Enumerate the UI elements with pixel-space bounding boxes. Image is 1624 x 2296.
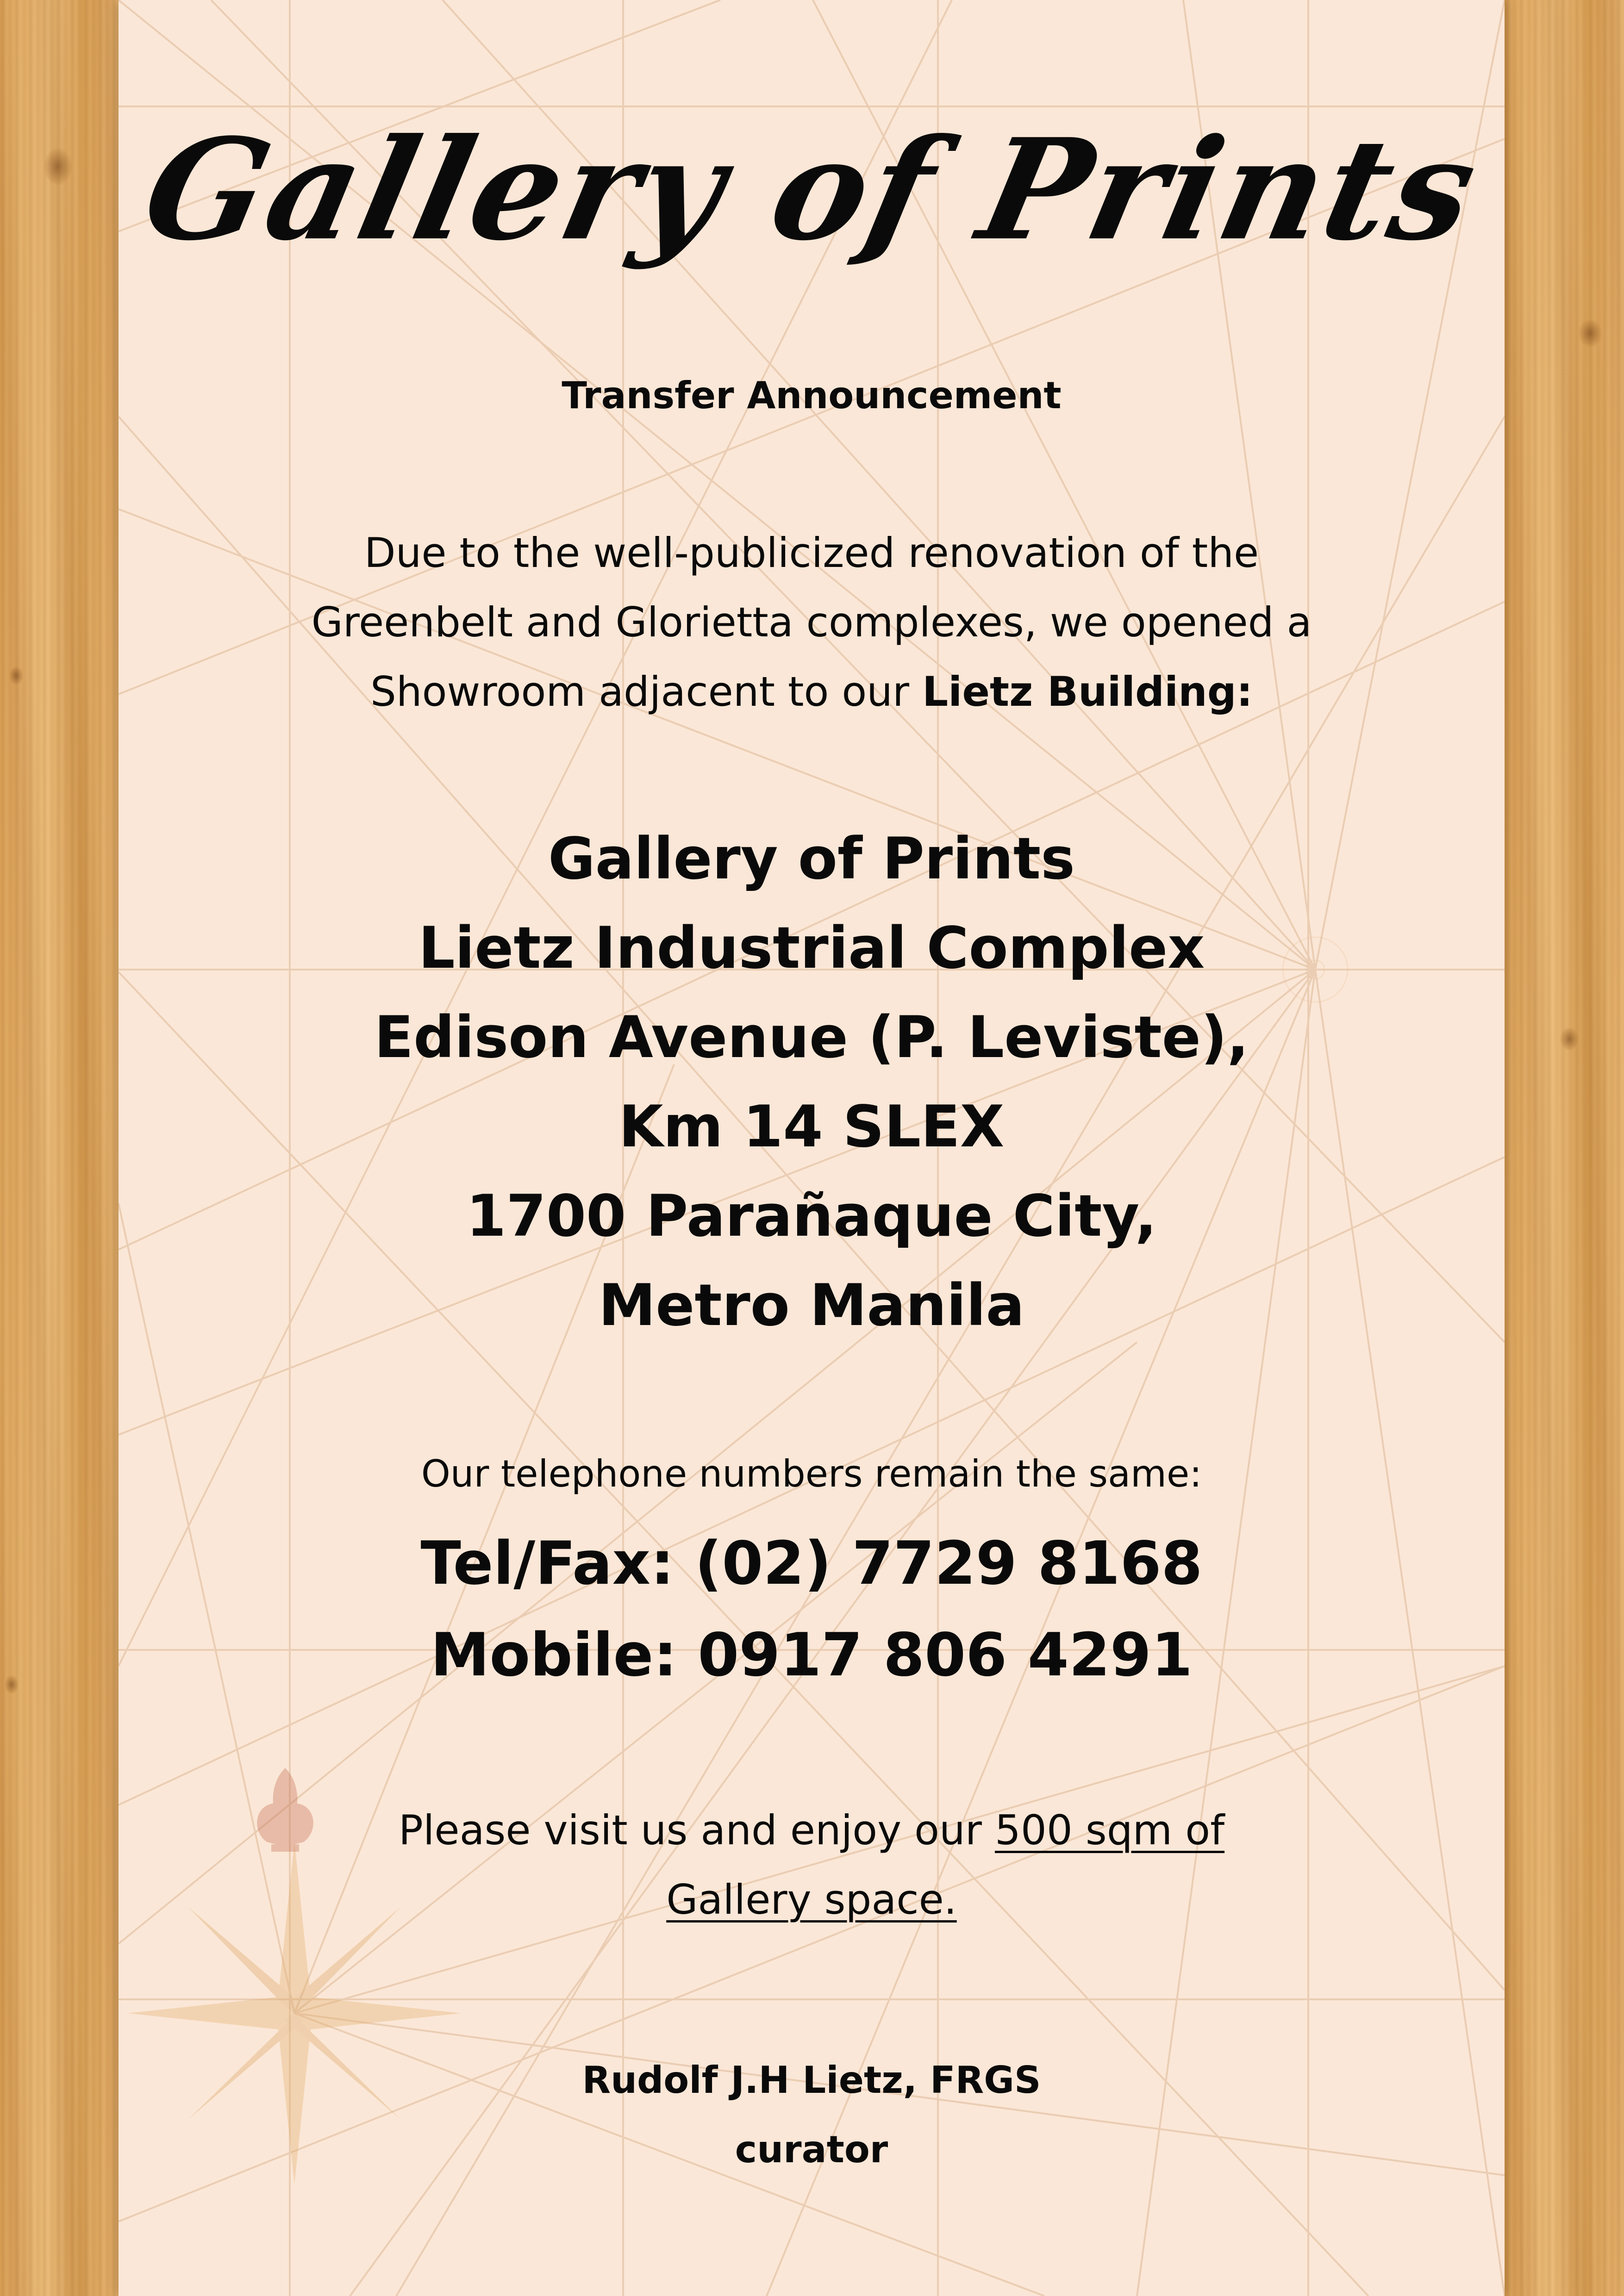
mobile-number: Mobile: 0917 806 4291 bbox=[430, 1621, 1193, 1690]
wood-knot bbox=[5, 1675, 19, 1694]
visit-line bbox=[304, 1865, 1319, 1935]
wood-knot bbox=[44, 148, 72, 185]
address-line: Edison Avenue (P. Leviste), bbox=[374, 1004, 1249, 1071]
wood-panel-left bbox=[0, 0, 119, 2296]
tel-fax-number: Tel/Fax: (02) 7729 8168 bbox=[420, 1529, 1203, 1598]
signer-name: Rudolf J.H Lietz, FRGS bbox=[582, 2059, 1041, 2102]
phones-intro-text: Our telephone numbers remain the same: bbox=[421, 1452, 1202, 1495]
signer-role: curator bbox=[735, 2128, 888, 2171]
address-line: 1700 Parañaque City, bbox=[466, 1183, 1157, 1250]
phone-numbers bbox=[119, 1518, 1505, 1701]
signature-block bbox=[119, 2046, 1505, 2184]
visit-paragraph bbox=[304, 1796, 1319, 1935]
document-title: Gallery of Prints bbox=[131, 108, 1493, 271]
document-subtitle: Transfer Announcement bbox=[562, 374, 1062, 417]
wood-knot bbox=[1579, 319, 1602, 347]
wood-knot bbox=[9, 666, 23, 685]
intro-paragraph bbox=[257, 518, 1366, 727]
announcement-content bbox=[119, 0, 1505, 2296]
intro-line: Due to the well-publicized renovation of the bbox=[364, 529, 1259, 577]
wood-panel-right bbox=[1505, 0, 1624, 2296]
intro-line: Greenbelt and Glorietta complexes, we opened a bbox=[311, 598, 1312, 646]
intro-bold-text: Lietz Building: bbox=[922, 668, 1253, 716]
address-line: Metro Manila bbox=[598, 1272, 1025, 1339]
announcement-paper bbox=[119, 0, 1505, 2296]
intro-text: Showroom adjacent to our bbox=[370, 668, 923, 716]
gallery-space-link[interactable]: Gallery space. bbox=[666, 1876, 957, 1923]
gallery-space-link[interactable]: 500 sqm of bbox=[994, 1806, 1225, 1854]
address-line: Gallery of Prints bbox=[548, 826, 1075, 892]
address-block bbox=[119, 815, 1505, 1350]
address-line: Lietz Industrial Complex bbox=[418, 915, 1205, 982]
intro-line bbox=[257, 657, 1366, 727]
address-line: Km 14 SLEX bbox=[618, 1094, 1005, 1160]
visit-text: Please visit us and enjoy our bbox=[398, 1806, 995, 1854]
wood-knot bbox=[1560, 1027, 1579, 1051]
